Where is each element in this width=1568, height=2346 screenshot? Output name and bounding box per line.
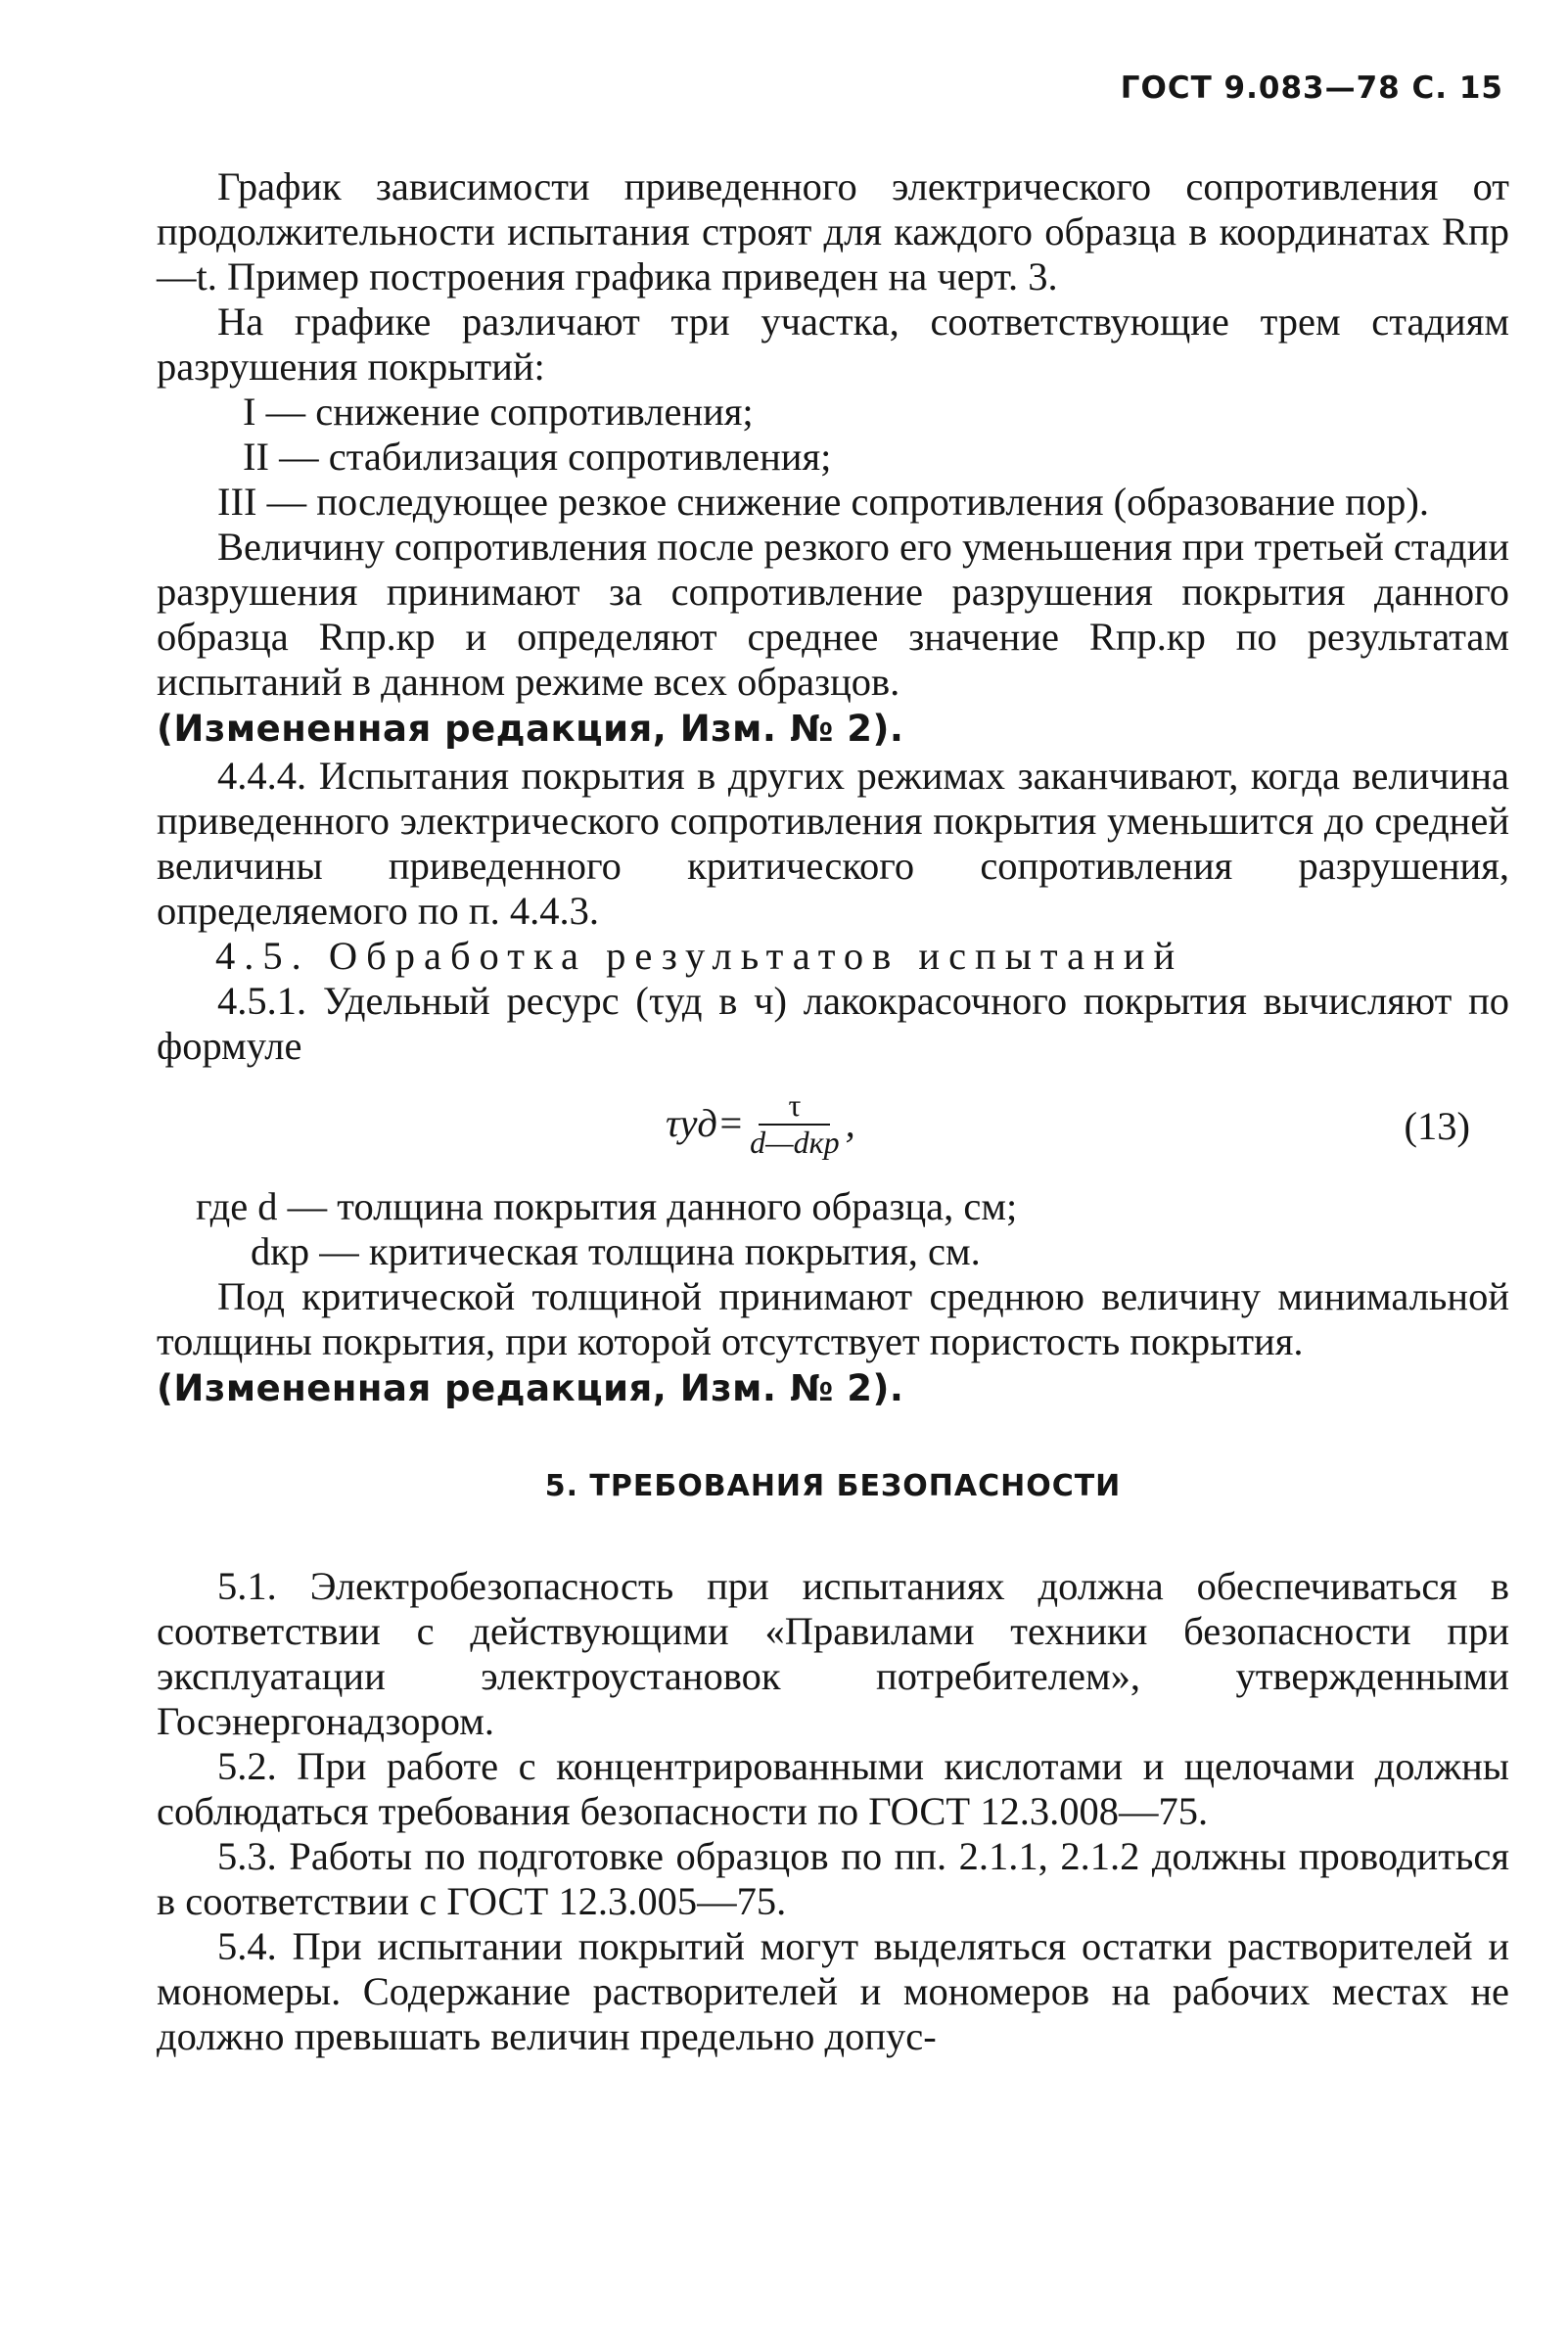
stage-2: II — стабилизация сопротивления; xyxy=(243,435,832,479)
paragraph-5-1: 5.1. Электробезопасность при испытаниях должна обеспечиваться в соответствии с действующими «Правилами техники безопасности при эксплуатации электроустановок потребителем», утвержденными Госэнергонадзором. xyxy=(157,1564,1509,1743)
formula-fraction xyxy=(750,1088,839,1159)
paragraph-graph: График зависимости приведенного электрического сопротивления от продолжительности испытания строят для каждого образца в координатах Rпр—t. Пример построения графика приведен на черт. 3. xyxy=(157,164,1509,299)
heading-4-5: 4.5. Обработка результатов испытаний xyxy=(215,934,1184,978)
where-d: где d — толщина покрытия данного образца, см; xyxy=(196,1184,1018,1228)
paragraph-4-5-1: 4.5.1. Удельный ресурс (τуд в ч) лакокрасочного покрытия вычисляют по формуле xyxy=(157,979,1509,1068)
formula-comma: , xyxy=(845,1101,855,1145)
where-dkr: dкр — критическая толщина покрытия, см. xyxy=(251,1229,981,1273)
page-header: ГОСТ 9.083—78 С. 15 xyxy=(1120,70,1503,106)
paragraph-5-3: 5.3. Работы по подготовке образцов по пп. 2.1.1, 2.1.2 должны проводиться в соответствии с ГОСТ 12.3.005—75. xyxy=(157,1834,1509,1923)
paragraph-critical-thickness: Под критической толщиной принимают среднюю величину минимальной толщины покрытия, при которой отсутствует пористость покрытия. xyxy=(157,1274,1509,1363)
body-text xyxy=(157,164,1509,2059)
paragraph-critical-resistance: Величину сопротивления после резкого его уменьшения при третьей стадии разрушения принимают за сопротивление разрушения покрытия данного образца Rпр.кр и определяют среднее значение Rпр.кр по результатам испытаний в данном режиме всех образцов. xyxy=(157,525,1509,704)
paragraph-4-4-4: 4.4.4. Испытания покрытия в других режимах заканчивают, когда величина приведенного электрического сопротивления покрытия уменьшится до средней величины приведенного критического сопротивления разрушения, определяемого по п. 4.4.3. xyxy=(157,754,1509,933)
paragraph-stages: На графике различают три участка, соответствующие трем стадиям разрушения покрытий: xyxy=(157,299,1509,389)
amendment-note-2: (Измененная редакция, Изм. № 2). xyxy=(157,1367,904,1409)
formula-number: (13) xyxy=(1404,1104,1470,1148)
stage-1: I — снижение сопротивления; xyxy=(243,390,754,434)
paragraph-5-4: 5.4. При испытании покрытий могут выделяться остатки растворителей и мономеры. Содержание растворителей и мономеров на рабочих местах не должно превышать величин предельно допус- xyxy=(157,1924,1509,2058)
formula-denominator: d—dкр xyxy=(750,1125,840,1160)
formula-numerator: τ xyxy=(759,1088,830,1126)
formula-lhs: τуд= xyxy=(666,1101,745,1145)
section-5-heading: 5. ТРЕБОВАНИЯ БЕЗОПАСНОСТИ xyxy=(544,1469,1122,1503)
amendment-note-1: (Измененная редакция, Изм. № 2). xyxy=(157,708,904,750)
paragraph-5-2: 5.2. При работе с концентрированными кислотами и щелочами должны соблюдаться требования безопасности по ГОСТ 12.3.008—75. xyxy=(157,1744,1509,1833)
formula-13 xyxy=(157,1069,1509,1184)
stage-3: III — последующее резкое снижение сопротивления (образование пор). xyxy=(217,480,1430,524)
